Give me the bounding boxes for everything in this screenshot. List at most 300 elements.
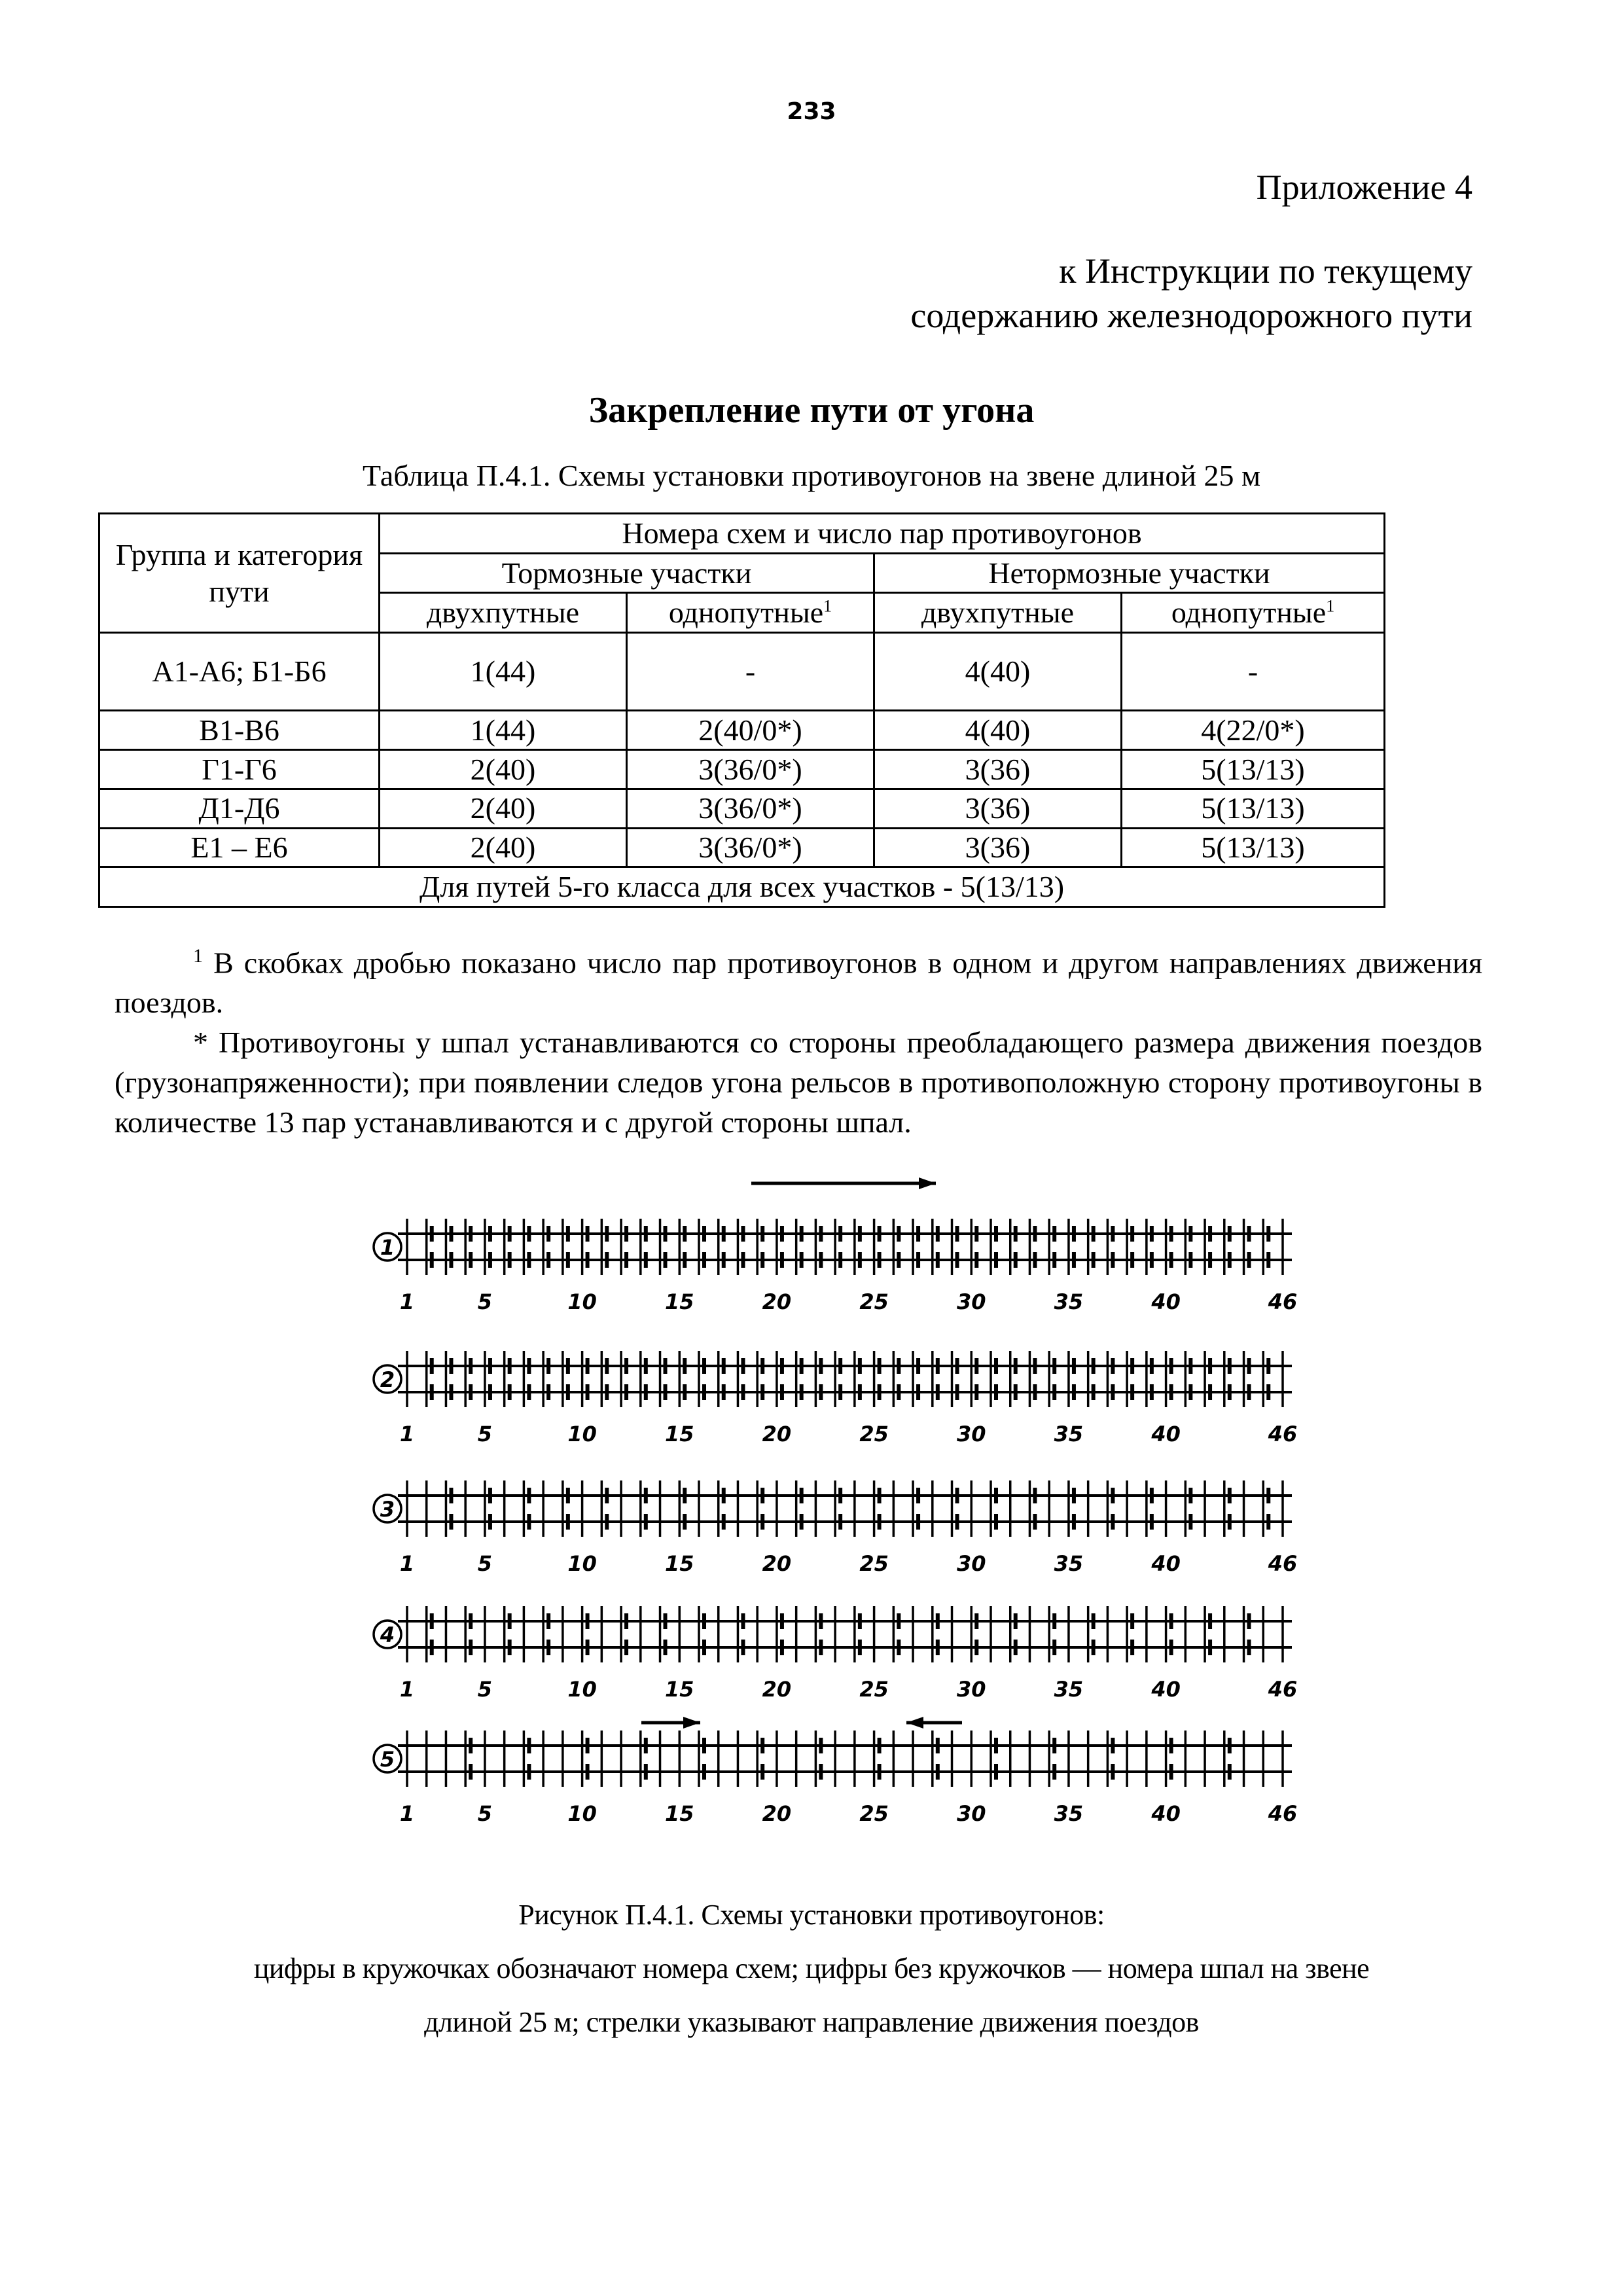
anticreeper-mark [527,1514,531,1530]
header-braking-double [380,593,627,633]
sleeper-number-label: 30 [957,1551,986,1576]
anticreeper-mark [1247,1613,1251,1629]
anticreeper-mark [624,1358,628,1374]
anticreeper-mark [974,1252,978,1268]
header-nonbraking-single [1122,593,1385,633]
appendix-label: Приложение 4 [1256,168,1472,207]
sleeper-number-label: 1 [399,1801,415,1826]
table-header-row-1 [99,514,1385,554]
sleeper-number-label: 40 [1151,1422,1181,1446]
anticreeper-mark [683,1384,687,1400]
cell-braking-double: 2(40) [380,750,627,789]
anticreeper-mark [1130,1226,1134,1242]
instruction-reference [910,249,1472,338]
anticreeper-mark [1228,1514,1232,1530]
page-title: Закрепление пути от угона [588,390,1035,431]
footer-note-cell: Для путей 5-го класса для всех участков - 5(13/13) [99,867,1385,907]
anticreeper-mark [858,1252,862,1268]
cell-braking-double: 1(44) [380,633,627,711]
footnote-mark: 1 [1326,596,1335,616]
anticreeper-mark [469,1764,473,1780]
anticreeper-mark [488,1514,492,1530]
cell-nonbraking-single: 4(22/0*) [1122,711,1385,750]
anticreeper-mark [1169,1640,1173,1655]
anticreeper-mark [994,1358,998,1374]
anticreeper-mark [1266,1252,1270,1268]
anticreeper-mark [488,1488,492,1503]
anticreeper-mark [1092,1226,1096,1242]
anticreeper-mark [1111,1226,1115,1242]
anticreeper-mark [838,1252,842,1268]
sleeper-number-label: 46 [1268,1422,1298,1446]
footnote-1-text: В скобках дробью показано число пар противоугонов в одном и другом направлениях движения поездов. [115,946,1482,1020]
cell-braking-single: 3(36/0*) [627,750,874,789]
anticreeper-mark [449,1358,453,1374]
anticreeper-mark [858,1358,862,1374]
anticreeper-mark [897,1226,901,1242]
header-nonbraking-double-text: двухпутные [921,596,1075,630]
anticreeper-mark [527,1252,531,1268]
anticreeper-mark [897,1384,901,1400]
anticreeper-mark [702,1640,706,1655]
anticreeper-mark [780,1384,784,1400]
anticreeper-mark [819,1738,823,1753]
footnote-1 [115,936,1482,1022]
anticreeper-mark [974,1226,978,1242]
anticreeper-mark [1228,1226,1232,1242]
anticreeper-mark [1150,1488,1154,1503]
anticreeper-mark [974,1384,978,1400]
anticreeper-mark [488,1226,492,1242]
header-nonbraking: Нетормозные участки [874,553,1385,593]
anticreeper-mark [838,1514,842,1530]
anticreeper-mark [702,1764,706,1780]
anticreeper-mark [1072,1226,1076,1242]
anticreeper-mark [800,1358,804,1374]
cell-braking-double: 1(44) [380,711,627,750]
sleeper-number-label: 35 [1054,1551,1084,1576]
anticreeper-mark [430,1640,434,1655]
cell-nonbraking-single: 5(13/13) [1122,750,1385,789]
sleeper-number-label: 15 [665,1422,694,1446]
anticreeper-mark [1266,1514,1270,1530]
anticreeper-mark [644,1514,648,1530]
sleeper-number-label: 25 [859,1289,889,1314]
anticreeper-mark [1072,1252,1076,1268]
anticreeper-mark [508,1613,512,1629]
anticreeper-mark [508,1358,512,1374]
table-caption: Таблица П.4.1. Схемы установки противоугонов на звене длиной 25 м [362,459,1261,492]
anticreeper-mark [897,1640,901,1655]
scheme-number: 2 [380,1367,395,1392]
anticreeper-mark [955,1384,959,1400]
cell-nonbraking-single: 5(13/13) [1122,828,1385,867]
anticreeper-mark [488,1384,492,1400]
anticreeper-mark [878,1738,882,1753]
sleeper-number-label: 25 [859,1422,889,1446]
anticreeper-mark [760,1358,764,1374]
anticreeper-mark [858,1640,862,1655]
anticreeper-mark [527,1384,531,1400]
footnotes [115,936,1482,1142]
anticreeper-mark [741,1358,745,1374]
anticreeper-mark [1169,1252,1173,1268]
page-number: 233 [787,98,836,125]
anticreeper-mark [566,1384,570,1400]
sleeper-number-label: 40 [1151,1551,1181,1576]
anticreeper-mark [566,1358,570,1374]
header-braking-double-text: двухпутные [426,596,580,630]
anticreeper-mark [469,1738,473,1753]
anticreeper-mark [936,1613,940,1629]
sleeper-number-label: 15 [665,1551,694,1576]
anticreeper-mark [741,1252,745,1268]
anticreeper-mark [994,1384,998,1400]
anticreeper-mark [702,1358,706,1374]
anticreeper-mark [1072,1358,1076,1374]
sleeper-number-label: 20 [762,1289,792,1314]
anticreeper-mark [702,1384,706,1400]
anticreeper-mark [624,1640,628,1655]
sleeper-number-label: 1 [399,1677,415,1702]
anticreeper-mark [605,1226,609,1242]
anticreeper-mark [605,1514,609,1530]
anticreeper-mark [1052,1738,1056,1753]
figure-caption-line-1: Рисунок П.4.1. Схемы установки противоугонов: [518,1899,1105,1931]
anticreeper-mark [1111,1384,1115,1400]
anticreeper-mark [838,1384,842,1400]
train-direction-arrow-head [919,1177,936,1189]
anticreeper-mark [1033,1384,1037,1400]
sleeper-number-label: 40 [1151,1289,1181,1314]
anticreeper-mark [664,1640,668,1655]
sleeper-number-label: 30 [957,1289,986,1314]
anticreeper-mark [508,1384,512,1400]
anticreeper-mark [1014,1358,1018,1374]
anticreeper-mark [644,1384,648,1400]
anticreeper-mark [430,1613,434,1629]
anticreeper-mark [1150,1226,1154,1242]
sleeper-number-label: 5 [477,1801,493,1826]
anticreeper-mark [819,1226,823,1242]
figure-antirun-schemes [0,1165,1623,1865]
anticreeper-mark [449,1384,453,1400]
anticreeper-mark [527,1226,531,1242]
anticreeper-mark [1228,1252,1232,1268]
anticreeper-mark [1188,1252,1192,1268]
anticreeper-mark [624,1226,628,1242]
anticreeper-mark [605,1252,609,1268]
cell-nonbraking-double: 4(40) [874,633,1122,711]
anticreeper-mark [488,1252,492,1268]
anticreeper-mark [916,1252,920,1268]
anticreeper-mark [994,1252,998,1268]
anticreeper-mark [1052,1613,1056,1629]
anticreeper-mark [1130,1358,1134,1374]
anticreeper-mark [469,1226,473,1242]
sleeper-number-label: 46 [1268,1551,1298,1576]
anticreeper-mark [1092,1640,1096,1655]
sleeper-number-label: 35 [1054,1422,1084,1446]
anticreeper-mark [916,1226,920,1242]
footnote-mark: 1 [823,596,832,616]
anticreeper-mark [994,1764,998,1780]
anticreeper-mark [878,1252,882,1268]
anticreeper-mark [1130,1384,1134,1400]
anticreeper-mark [1052,1358,1056,1374]
anticreeper-mark [1247,1640,1251,1655]
anticreeper-mark [1266,1384,1270,1400]
sleeper-number-label: 46 [1268,1289,1298,1314]
cell-nonbraking-double: 3(36) [874,789,1122,828]
anticreeper-mark [546,1226,550,1242]
anticreeper-mark [1014,1640,1018,1655]
anticreeper-mark [878,1764,882,1780]
track-schemes-drawing [0,1165,1623,1865]
sleeper-number-label: 30 [957,1422,986,1446]
anticreeper-mark [780,1226,784,1242]
anticreeper-mark [760,1226,764,1242]
anticreeper-mark [955,1226,959,1242]
table-row [99,711,1385,750]
anticreeper-mark [1169,1738,1173,1753]
anticreeper-mark [1072,1384,1076,1400]
anticreeper-mark [858,1613,862,1629]
header-braking-single-text: однопутные [668,596,824,630]
sleeper-number-label: 40 [1151,1677,1181,1702]
sleeper-number-label: 30 [957,1677,986,1702]
anticreeper-mark [916,1384,920,1400]
figure-caption-line-2: цифры в кружочках обозначают номера схем; цифры без кружочков — номера шпал на звене [253,1952,1370,1984]
cell-nonbraking-double: 4(40) [874,711,1122,750]
anticreeper-mark [546,1640,550,1655]
anticreeper-mark [819,1764,823,1780]
cell-braking-single: 2(40/0*) [627,711,874,750]
sleeper-number-label: 25 [859,1551,889,1576]
anticreeper-mark [1228,1384,1232,1400]
sleeper-number-label: 46 [1268,1801,1298,1826]
anticreeper-mark [1052,1384,1056,1400]
anticreeper-mark [760,1252,764,1268]
anticreeper-mark [644,1358,648,1374]
header-group-text: Группа и категория пути [115,537,363,608]
anticreeper-mark [955,1252,959,1268]
anticreeper-mark [800,1252,804,1268]
anticreeper-mark [1247,1226,1251,1242]
train-direction-arrow-head [683,1717,700,1729]
sleeper-number-label: 10 [567,1677,597,1702]
anticreeper-mark [1169,1358,1173,1374]
anticreeper-mark [1033,1514,1037,1530]
anticreeper-mark [1208,1252,1212,1268]
anticreeper-mark [1033,1358,1037,1374]
anticreeper-mark [897,1358,901,1374]
anticreeper-mark [1208,1358,1212,1374]
anticreeper-mark [722,1514,726,1530]
anticreeper-mark [624,1252,628,1268]
train-direction-arrow-head [906,1717,923,1729]
anticreeper-mark [955,1514,959,1530]
cell-braking-single: 3(36/0*) [627,828,874,867]
anticreeper-mark [1092,1613,1096,1629]
anticreeper-mark [586,1613,590,1629]
anticreeper-mark [1111,1358,1115,1374]
anticreeper-mark [916,1514,920,1530]
anticreeper-mark [722,1226,726,1242]
figure-caption-line-3: длиной 25 м; стрелки указывают направление движения поездов [424,2006,1199,2038]
anticreeper-mark [994,1738,998,1753]
anticreeper-mark [644,1738,648,1753]
anticreeper-mark [936,1226,940,1242]
sleeper-number-label: 35 [1054,1677,1084,1702]
anticreeper-mark [858,1226,862,1242]
anticreeper-mark [1111,1488,1115,1503]
anticreeper-mark [1092,1358,1096,1374]
anticreeper-mark [858,1384,862,1400]
anticreeper-mark [1150,1252,1154,1268]
footnote-asterisk: * Противоугоны у шпал устанавливаются со стороны преобладающего размера движения поездов (грузонапряженности); при появлении следов угона рельсов в противоположную сторону противоугоны в количестве 13 пар устанавливаются и с другой стороны шпал. [115,1026,1482,1139]
anticreeper-mark [1052,1252,1056,1268]
anticreeper-mark [1130,1640,1134,1655]
table-row [99,828,1385,867]
anticreeper-mark [741,1640,745,1655]
anticreeper-mark [1169,1384,1173,1400]
anticreeper-mark [1247,1358,1251,1374]
cell-braking-single: 3(36/0*) [627,789,874,828]
anticreeper-mark [780,1358,784,1374]
anticreeper-mark [760,1514,764,1530]
sleeper-number-label: 10 [567,1551,597,1576]
sleeper-number-label: 5 [477,1422,493,1446]
anticreeper-mark [508,1252,512,1268]
anticreeper-mark [1130,1613,1134,1629]
anticreeper-mark [527,1738,531,1753]
sleeper-number-label: 5 [477,1289,493,1314]
anticreeper-mark [819,1640,823,1655]
anticreeper-mark [702,1613,706,1629]
anticreeper-mark [546,1384,550,1400]
anticreeper-mark [469,1252,473,1268]
anticreeper-mark [1052,1226,1056,1242]
anticreeper-mark [916,1358,920,1374]
anticreeper-mark [469,1358,473,1374]
anticreeper-mark [508,1640,512,1655]
table-row [99,750,1385,789]
anticreeper-mark [1188,1384,1192,1400]
cell-group: А1-А6; Б1-Б6 [99,633,380,711]
sleeper-number-label: 10 [567,1289,597,1314]
cell-nonbraking-single: 5(13/13) [1122,789,1385,828]
anticreeper-mark [974,1613,978,1629]
anticreeper-mark [566,1252,570,1268]
anticreeper-mark [1169,1764,1173,1780]
cell-group: В1-В6 [99,711,380,750]
anticreeper-mark [546,1358,550,1374]
anticreeper-mark [819,1384,823,1400]
anticreeper-mark [1111,1514,1115,1530]
sleeper-number-label: 10 [567,1801,597,1826]
cell-group: Д1-Д6 [99,789,380,828]
header-group-category [99,514,380,633]
anticreeper-mark [1247,1384,1251,1400]
anticreeper-mark [800,1226,804,1242]
anticreeper-mark [605,1384,609,1400]
anticreeper-mark [624,1613,628,1629]
anticreeper-mark [1169,1226,1173,1242]
anticreeper-mark [878,1358,882,1374]
sleeper-number-label: 35 [1054,1801,1084,1826]
anticreeper-mark [664,1384,668,1400]
anticreeper-mark [819,1252,823,1268]
anticreeper-mark [936,1764,940,1780]
sleeper-number-label: 35 [1054,1289,1084,1314]
anticreeper-mark [819,1613,823,1629]
schemes-table [98,512,1385,908]
anticreeper-mark [586,1640,590,1655]
anticreeper-mark [508,1226,512,1242]
anticreeper-mark [955,1488,959,1503]
anticreeper-mark [527,1358,531,1374]
anticreeper-mark [664,1252,668,1268]
anticreeper-mark [838,1488,842,1503]
anticreeper-mark [838,1226,842,1242]
cell-nonbraking-double: 3(36) [874,750,1122,789]
anticreeper-mark [586,1226,590,1242]
anticreeper-mark [760,1738,764,1753]
header-nonbraking-single-text: однопутные [1171,596,1327,630]
anticreeper-mark [800,1514,804,1530]
anticreeper-mark [1150,1384,1154,1400]
anticreeper-mark [936,1252,940,1268]
anticreeper-mark [1150,1514,1154,1530]
sleeper-number-label: 40 [1151,1801,1181,1826]
anticreeper-mark [897,1252,901,1268]
anticreeper-mark [1188,1514,1192,1530]
header-braking: Тормозные участки [380,553,874,593]
anticreeper-mark [1247,1252,1251,1268]
anticreeper-mark [546,1613,550,1629]
anticreeper-mark [878,1384,882,1400]
anticreeper-mark [605,1358,609,1374]
sleeper-number-label: 20 [762,1677,792,1702]
cell-braking-single: - [627,633,874,711]
anticreeper-mark [897,1613,901,1629]
anticreeper-mark [664,1226,668,1242]
anticreeper-mark [527,1488,531,1503]
anticreeper-mark [1208,1384,1212,1400]
anticreeper-mark [838,1358,842,1374]
footnote-1-mark: 1 [193,945,203,967]
anticreeper-mark [488,1358,492,1374]
anticreeper-mark [1052,1640,1056,1655]
anticreeper-mark [586,1252,590,1268]
anticreeper-mark [664,1613,668,1629]
anticreeper-mark [566,1226,570,1242]
anticreeper-mark [1111,1252,1115,1268]
anticreeper-mark [644,1252,648,1268]
anticreeper-mark [605,1488,609,1503]
anticreeper-mark [1033,1226,1037,1242]
scheme-number: 4 [380,1623,395,1647]
anticreeper-mark [1266,1358,1270,1374]
scheme-number: 1 [380,1235,395,1260]
anticreeper-mark [683,1488,687,1503]
cell-braking-double: 2(40) [380,828,627,867]
anticreeper-mark [819,1358,823,1374]
cell-nonbraking-double: 3(36) [874,828,1122,867]
anticreeper-mark [430,1226,434,1242]
anticreeper-mark [527,1764,531,1780]
